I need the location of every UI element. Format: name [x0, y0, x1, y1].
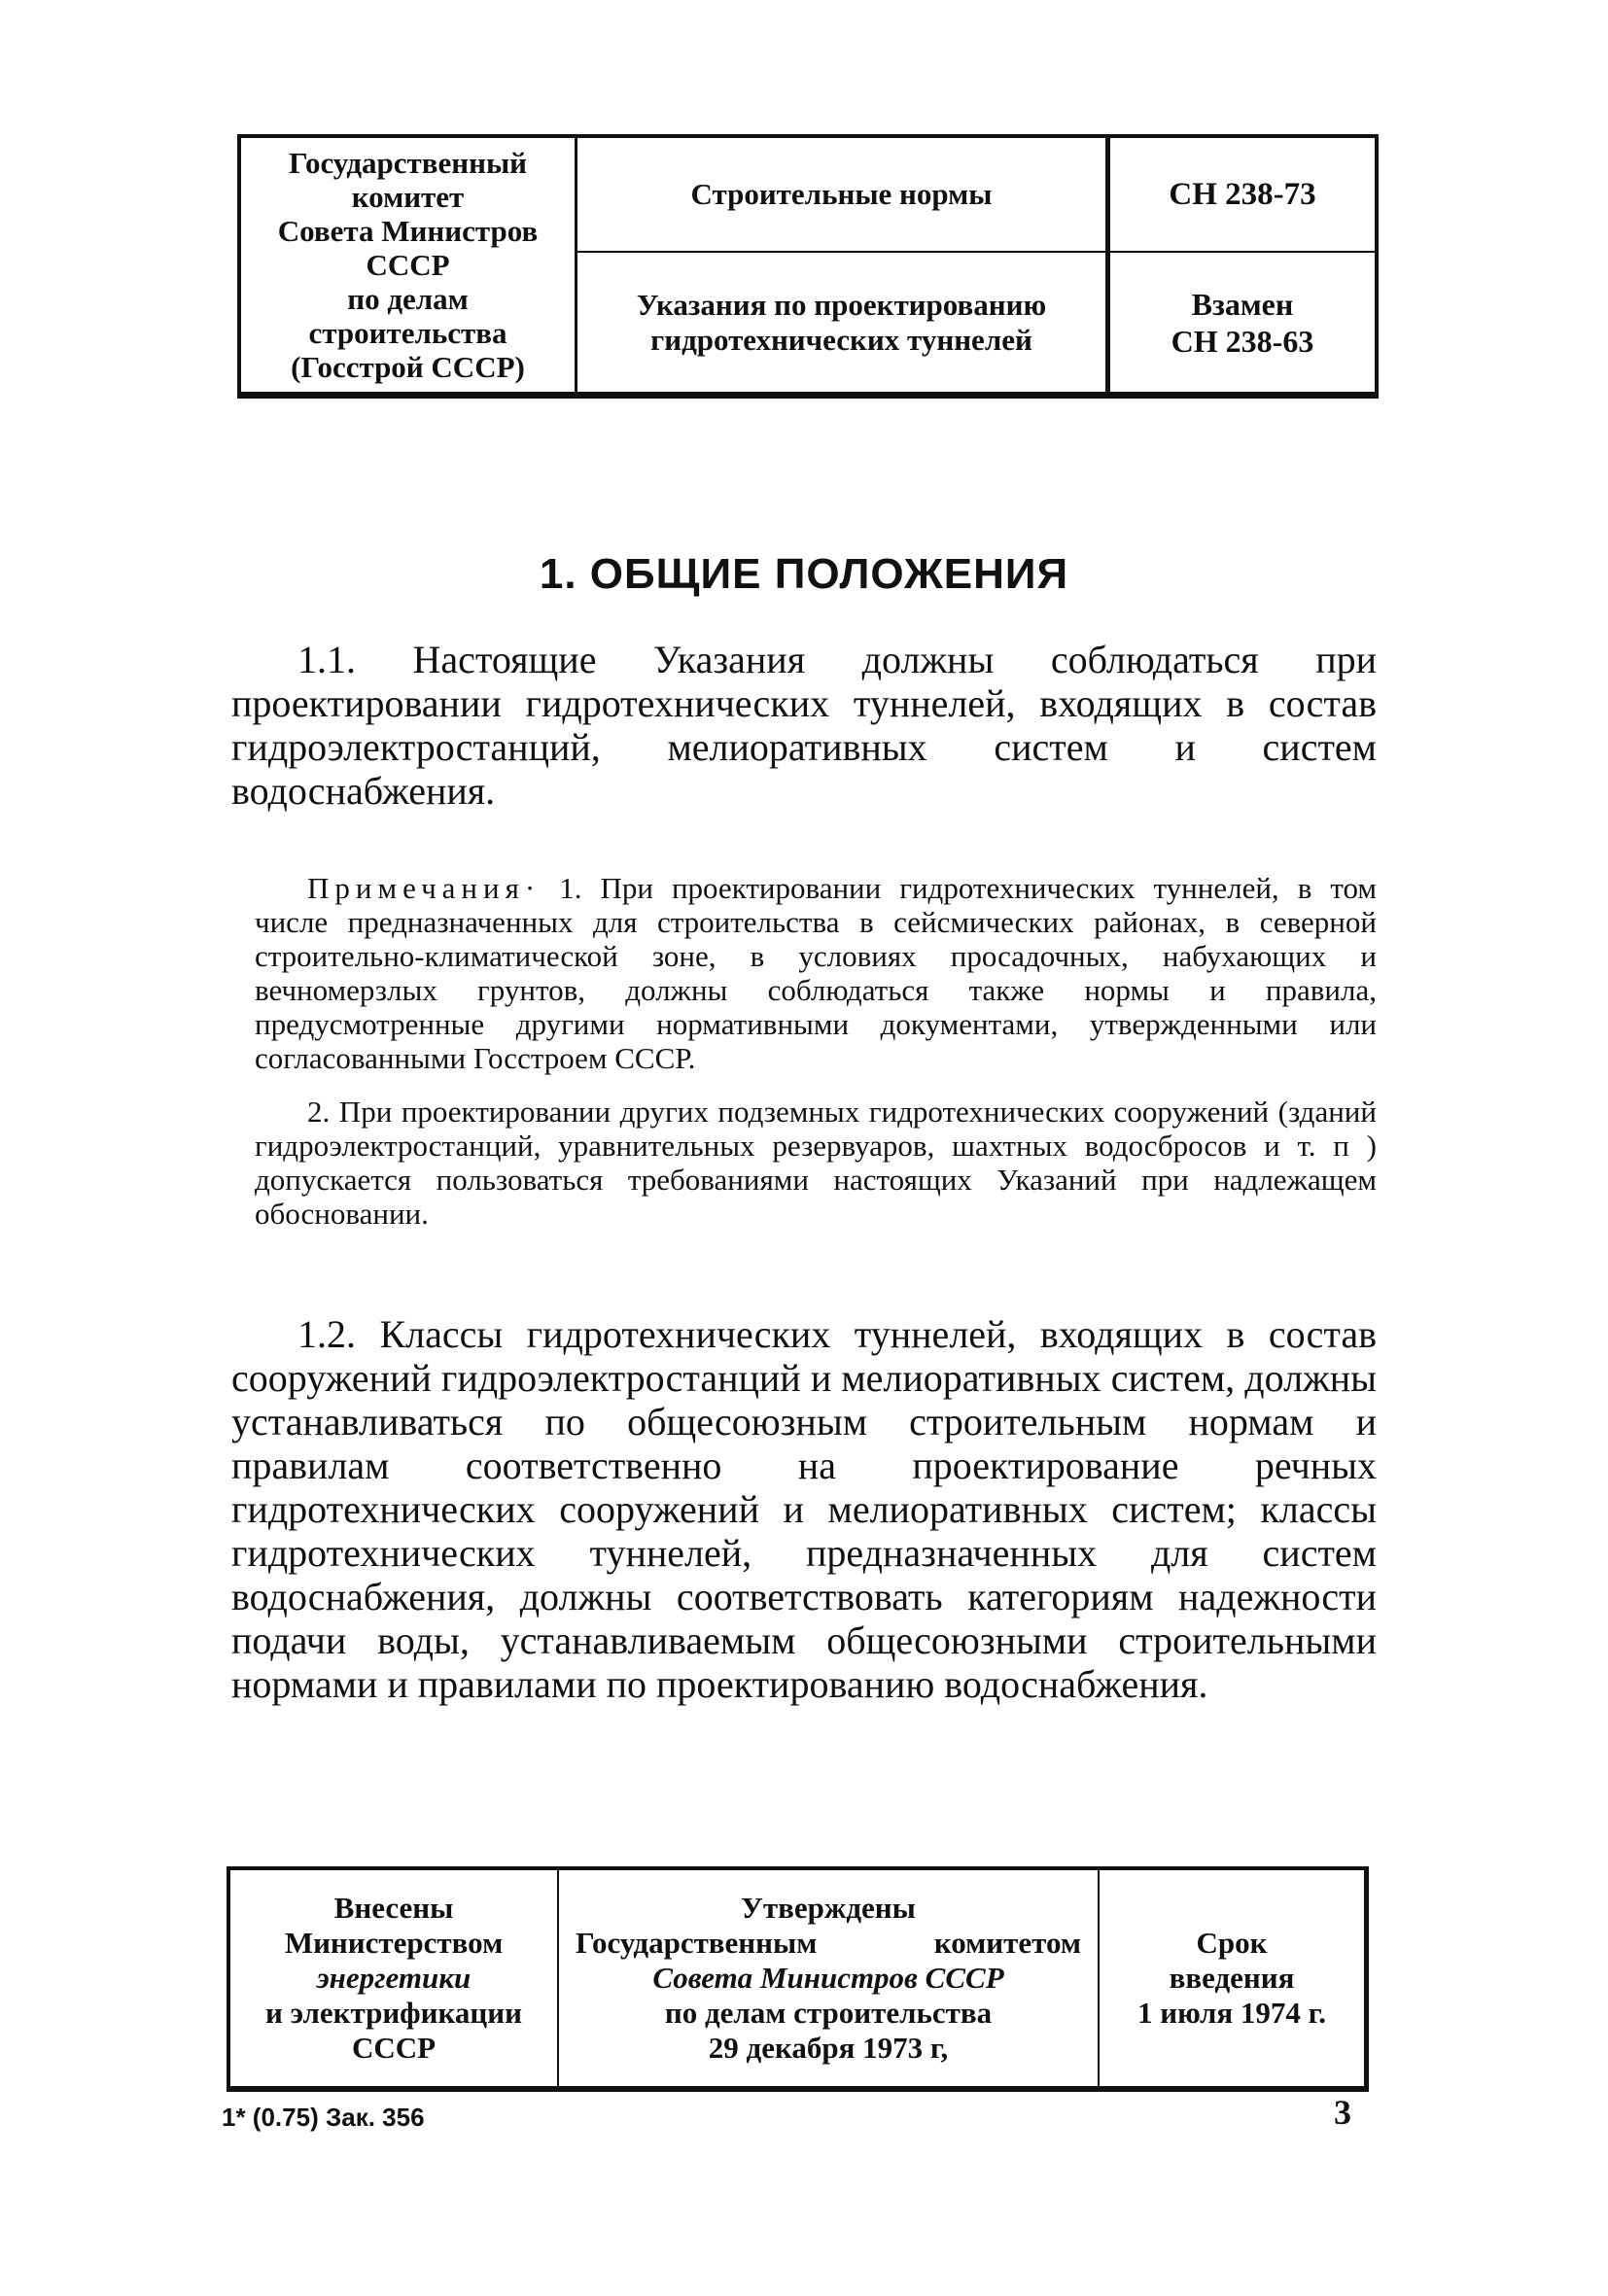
replaced-code: СН 238-63: [1171, 323, 1314, 359]
document-type-cell: [577, 138, 1105, 253]
notes-label: Примечания·: [307, 871, 542, 905]
note-text: 2. При проектировании других подземных гидротехнических сооружений (зданий гидроэлектростанций, уравнительных резервуаров, шахтных водосбросов и т. п ) допускается пользоваться требованиями настоящих Указаний при надлежащем обосновании.: [255, 1095, 1377, 1231]
paragraph-number: 1.1.: [297, 638, 356, 681]
paragraph-1-2: [231, 1312, 1377, 1706]
page-number: 3: [1334, 2093, 1351, 2132]
approved-line: Совета Министров СССР: [652, 1961, 1004, 1995]
effective-date: 1 июля 1974 г.: [1136, 1996, 1327, 2030]
note-2: [255, 1095, 1377, 1231]
document-title-cell: [577, 253, 1105, 392]
submitted-line: Внесены: [333, 1891, 454, 1925]
replaces-label: Взамен: [1191, 286, 1294, 322]
header-table: [237, 134, 1379, 399]
org-line: СССР: [366, 248, 450, 282]
document-code-column: [1110, 138, 1375, 392]
paragraph-text: Классы гидротехнических туннелей, входящих в состав сооружений гидроэлектростанций и мелиоративных систем, должны устанавливаться по общесоюзным строительным нормам и правилам соответственно на проектирование речных гидротехнических сооружений и мелиоративных систем; классы гидротехнических туннелей, предназначенных для систем водоснабжения, должны соответствовать категориям надежности подачи воды, устанавливаемым общесоюзными строительными нормами и правилами по проектированию водоснабжения.: [231, 1312, 1378, 1706]
approved-line: по делам строительства: [664, 1996, 993, 2030]
approval-table: [227, 1866, 1369, 2092]
org-line: строительства: [308, 316, 507, 350]
org-line: (Госстрой СССР): [291, 350, 525, 384]
paragraph-1-1: [231, 638, 1377, 813]
paragraph-number: 1.2.: [297, 1312, 356, 1356]
submitted-by-cell: [230, 1870, 559, 2086]
effective-date-cell: [1100, 1870, 1364, 2086]
document-title-line: Указания по проектированию: [636, 287, 1047, 322]
approved-line: Утверждены: [741, 1891, 916, 1925]
note-text: 1. При проектировании гидротехнических туннелей, в том числе предназначенных для строительства в сейсмических районах, в северной строительно-климатической зоне, в условиях просадочных, набухающих и вечномерзлых грунтов, должны соблюдаться также нормы и правила, предусмотренные другими нормативными документами, утвержденными или согласованными Госстроем СССР.: [255, 871, 1378, 1075]
effective-line: Срок: [1196, 1926, 1268, 1960]
approved-date: 29 декабря 1973 г,: [708, 2031, 949, 2065]
approved-line: Государственным комитетом: [576, 1926, 1081, 1960]
effective-line: введения: [1169, 1961, 1295, 1995]
submitted-line: СССР: [351, 2031, 437, 2065]
replaces-cell: [1110, 253, 1375, 392]
print-info: 1* (0.75) Зак. 356: [222, 2103, 425, 2132]
note-1: [255, 871, 1377, 1075]
document-info-column: [577, 138, 1110, 392]
submitted-line: и электрификации: [265, 1996, 522, 2030]
paragraph-text: Настоящие Указания должны соблюдаться при проектировании гидротехнических туннелей, входящих в состав гидроэлектростанций, мелиоративных систем и систем водоснабжения.: [231, 638, 1378, 813]
issuing-organization: [241, 138, 577, 392]
org-line: Совета Министров: [277, 214, 539, 248]
section-heading: 1. ОБЩИЕ ПОЛОЖЕНИЯ: [539, 550, 1069, 598]
org-line: Государственный: [288, 146, 528, 180]
org-line: по делам: [347, 282, 469, 316]
document-code: СН 238-73: [1169, 176, 1316, 212]
document-type: Строительные нормы: [690, 177, 993, 211]
submitted-line: Министерством: [284, 1926, 504, 1960]
approved-by-cell: [559, 1870, 1100, 2086]
document-title-line: гидротехнических туннелей: [650, 322, 1032, 357]
document-code-cell: [1110, 138, 1375, 253]
org-line: комитет: [351, 180, 465, 214]
submitted-line: энергетики: [316, 1961, 472, 1995]
